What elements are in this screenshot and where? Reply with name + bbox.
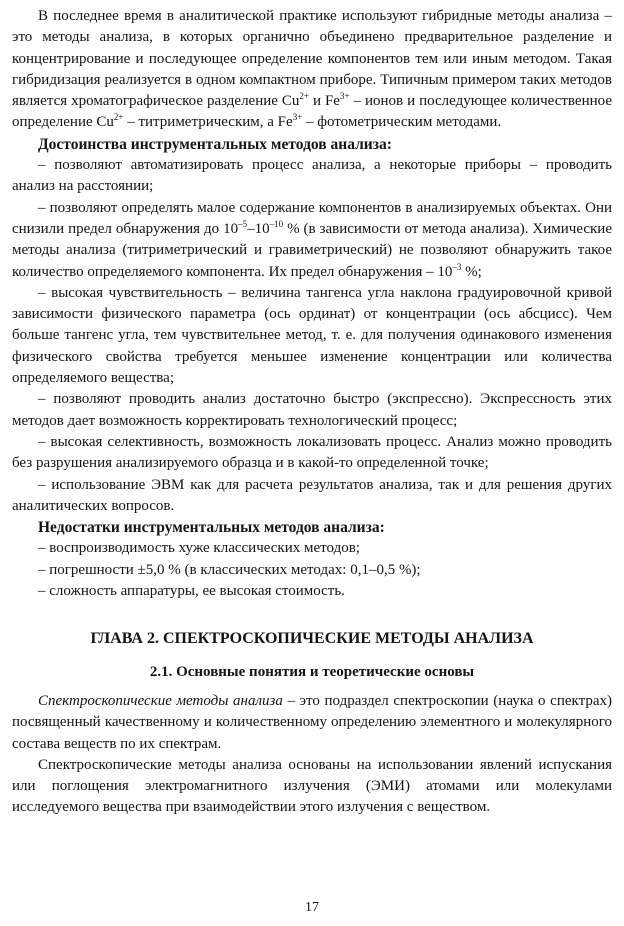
chapter-title: ГЛАВА 2. СПЕКТРОСКОПИЧЕСКИЕ МЕТОДЫ АНАЛИЗА <box>90 630 534 648</box>
advantage-item-3: – высокая чувствительность – величина тангенса угла наклона градуировочной кривой зависимости физического параметра (ось ординат) от концентрации (ось абсцисс). Чем больше тангенс угла, тем чувствительнее метод, т. е. для получения одинакового изменения физического свойства требуется меньшее изменение концентрации или количества определяемого вещества; <box>12 284 612 387</box>
section-title: 2.1. Основные понятия и теоретические основы <box>149 663 475 680</box>
disadvantage-item-2: – погрешности ±5,0 % (в классических методах: 0,1–0,5 %); <box>38 561 421 578</box>
advantage-item-5: – высокая селективность, возможность локализовать процесс. Анализ можно проводить без разрушения анализируемого образца и в какой-то определенной точке; <box>12 433 612 472</box>
text-column <box>12 6 612 819</box>
advantages-heading: Достоинства инструментальных методов анализа: <box>38 135 392 153</box>
disadvantage-item-1: – воспроизводимость хуже классических методов; <box>38 540 360 557</box>
disadvantage-item-3: – сложность аппаратуры, ее высокая стоимость. <box>38 583 345 600</box>
disadvantages-heading: Недостатки инструментальных методов анализа: <box>38 519 385 537</box>
paragraph-definition: Спектроскопические методы анализа – это подраздел спектроскопии (наука о спектрах) посвященный качественному и количественному определению элементного и молекулярного состава веществ по их спектрам. <box>12 692 612 752</box>
advantage-item-4: – позволяют проводить анализ достаточно быстро (экспрессно). Экспрессность этих методов дает возможность корректировать технологический процесс; <box>12 391 612 429</box>
paragraph-basis: Спектроскопические методы анализа основаны на использовании явлений испускания или поглощения электромагнитного излучения (ЭМИ) атомами или молекулами исследуемого вещества при взаимодействии этого излучения с веществом. <box>12 756 612 816</box>
page-number: 17 <box>305 900 319 915</box>
advantage-item-1: – позволяют автоматизировать процесс анализа, а некоторые приборы – проводить анализ на расстоянии; <box>12 157 612 195</box>
advantage-item-2: – позволяют определять малое содержание компонентов в анализируемых объектах. Они снизили предел обнаружения до $10^{-5}-10^{-10}$ % (в зависимости от метода анализа). Химические методы анализа (титриметрический и гравиметрический) не позволяют обнаружить такое количество определяемого компонента. Их предел обнаружения – $10^{-3}$ %; <box>12 199 612 280</box>
defined-term: Спектроскопические методы анализа <box>38 692 283 709</box>
paragraph-hybrid-methods: В последнее время в аналитической практике используют гибридные методы анализа – это методы анализа, в которых органично объединено предварительное разделение и концентрирование и последующее определение компонентов тем или иным методом. Такая гибридизация реализуется в одном компактном приборе. Типичным примером таких методов является хроматографическое разделение $Cu^{2+}$ и $Fe^{3+}$ – ионов и последующее количественное определение $Cu^{2+}$ – титриметрическим, а $Fe^{3+}$ – фотометрическим методами. <box>12 8 612 131</box>
advantage-item-6: – использование ЭВМ как для расчета результатов анализа, так и для решения других аналитических вопросов. <box>12 476 612 514</box>
